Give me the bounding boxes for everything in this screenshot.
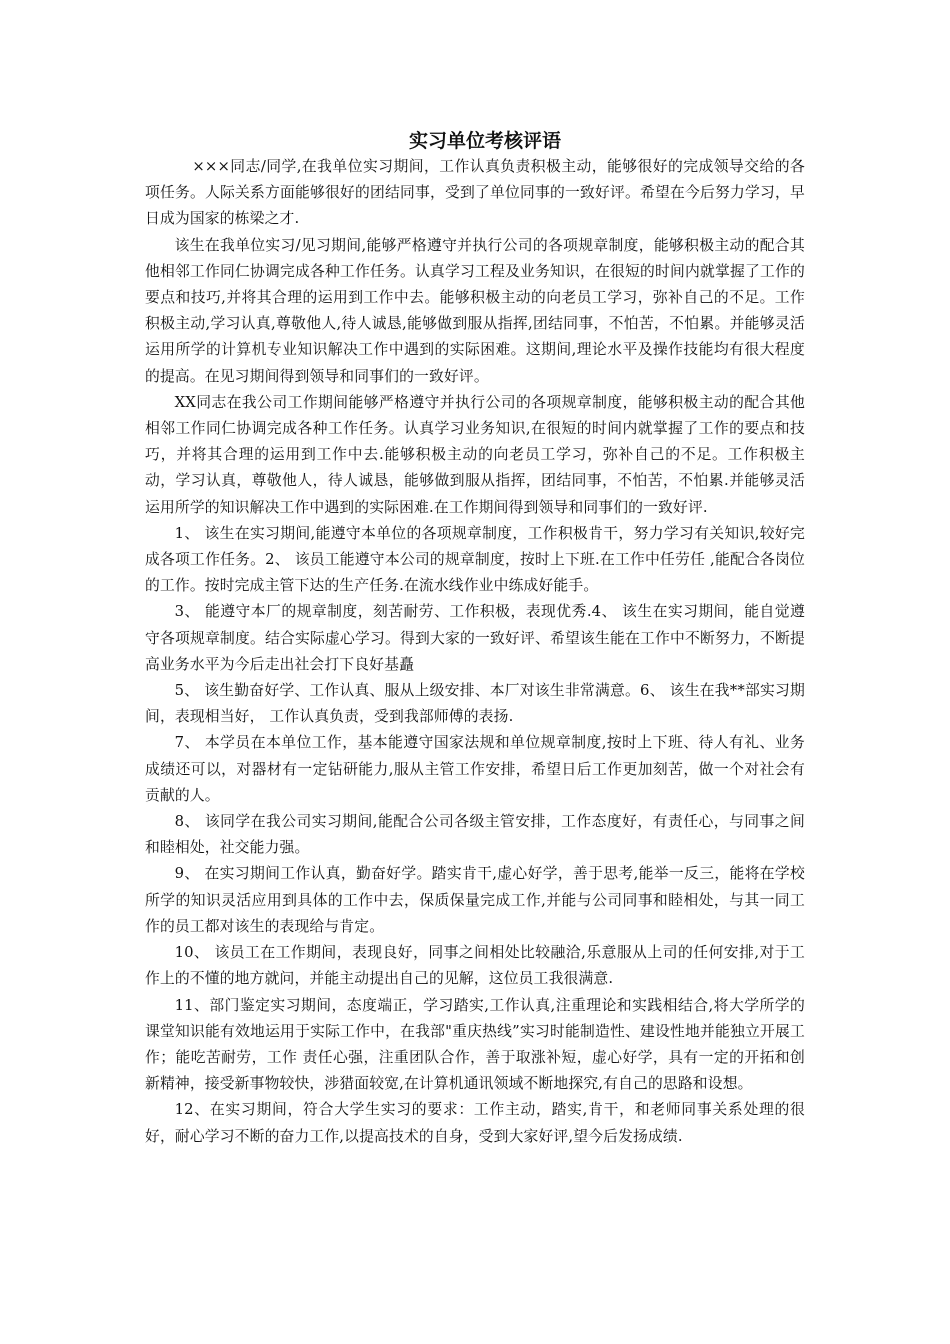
- paragraph: 3、 能遵守本厂的规章制度，刻苦耐劳、工作积极，表现优秀.4、 该生在实习期间，能自觉遵守各项规章制度。结合实际虚心学习。得到大家的一致好评、希望该生能在工作中不断努力，不断提高业务水平为今后走出社会打下良好基矗: [145, 603, 805, 673]
- paragraph: 11、部门鉴定实习期间，态度端正，学习踏实,工作认真,注重理论和实践相结合,将大学所学的课堂知识能有效地运用于实际工作中，在我部"重庆热线”实习时能制造性、建设性地并能独立开展工作；能吃苦耐劳，工作 责任心强，注重团队合作，善于取涨补短，虚心好学，具有一定的开拓和创新精神，接受新事物较快，涉猎面较宽,在计算机通讯领域不断地探究,有自己的思路和设想。: [145, 996, 805, 1093]
- paragraph: 1、 该生在实习期间,能遵守本单位的各项规章制度，工作积极肯干，努力学习有关知识,较好完成各项工作任务。2、 该员工能遵守本公司的规章制度，按时上下班.在工作中任劳任 ,能配合各岗位的工作。按时完成主管下达的生产任务.在流水线作业中练成好能手。: [145, 524, 805, 595]
- paragraph: 10、 该员工在工作期间，表现良好，同事之间相处比较融洽,乐意服从上司的任何安排,对于工作上的不懂的地方就问，并能主动提出自己的见解，这位员工我很满意.: [145, 944, 805, 988]
- paragraph: 该生在我单位实习/见习期间,能够严格遵守并执行公司的各项规章制度，能够积极主动的配合其他相邻工作同仁协调完成各种工作任务。认真学习工程及业务知识，在很短的时间内就掌握了工作的要点和技巧,并将其合理的运用到工作中去。能够积极主动的向老员工学习，弥补自己的不足。工作积极主动,学习认真,尊敬他人,待人诚恳,能够做到服从指挥,团结同事，不怕苦，不怕累。并能够灵活运用所学的计算机专业知识解决工作中遇到的实际困难。这期间,理论水平及操作技能均有很大程度的提高。在见习期间得到领导和同事们的一致好评。: [145, 236, 805, 385]
- paragraph: 8、 该同学在我公司实习期间,能配合公司各级主管安排，工作态度好，有责任心，与同事之间和睦相处，社交能力强。: [145, 813, 805, 857]
- paragraph: 5、 该生勤奋好学、工作认真、服从上级安排、本厂对该生非常满意。6、 该生在我**部实习期间，表现相当好， 工作认真负责，受到我部师傅的表扬.: [145, 682, 805, 726]
- document-page: [145, 128, 805, 1150]
- paragraph: 9、 在实习期间工作认真，勤奋好学。踏实肯干,虚心好学，善于思考,能举一反三，能将在学校所学的知识灵活应用到具体的工作中去，保质保量完成工作,并能与公司同事和睦相处，与其一同工作的员工都对该生的表现给与肯定。: [145, 865, 805, 935]
- paragraph: 7、 本学员在本单位工作，基本能遵守国家法规和单位规章制度,按时上下班、待人有礼、业务成绩还可以，对器材有一定钻研能力,服从主管工作安排，希望日后工作更加刻苦，做一个对社会有贡献的人。: [145, 734, 805, 804]
- paragraph: ×××同志/同学,在我单位实习期间，工作认真负责积极主动，能够很好的完成领导交给的各项任务。人际关系方面能够很好的团结同事，受到了单位同事的一致好评。希望在今后努力学习，早日成为国家的栋梁之才.: [145, 158, 805, 228]
- document-title: 实习单位考核评语: [408, 130, 561, 152]
- paragraph: 12、在实习期间，符合大学生实习的要求：工作主动，踏实,肯干，和老师同事关系处理的很好，耐心学习不断的奋力工作,以提高技术的自身，受到大家好评,望今后发扬成绩.: [145, 1101, 805, 1145]
- paragraph: XX同志在我公司工作期间能够严格遵守并执行公司的各项规章制度，能够积极主动的配合其他相邻工作同仁协调完成各种工作任务。认真学习业务知识,在很短的时间内就掌握了工作的要点和技巧，并将其合理的运用到工作中去.能够积极主动的向老员工学习，弥补自己的不足。工作积极主动，学习认真，尊敬他人，待人诚恳，能够做到服从指挥，团结同事，不怕苦，不怕累.并能够灵活运用所学的知识解决工作中遇到的实际困难.在工作期间得到领导和同事们的一致好评.: [145, 393, 805, 516]
